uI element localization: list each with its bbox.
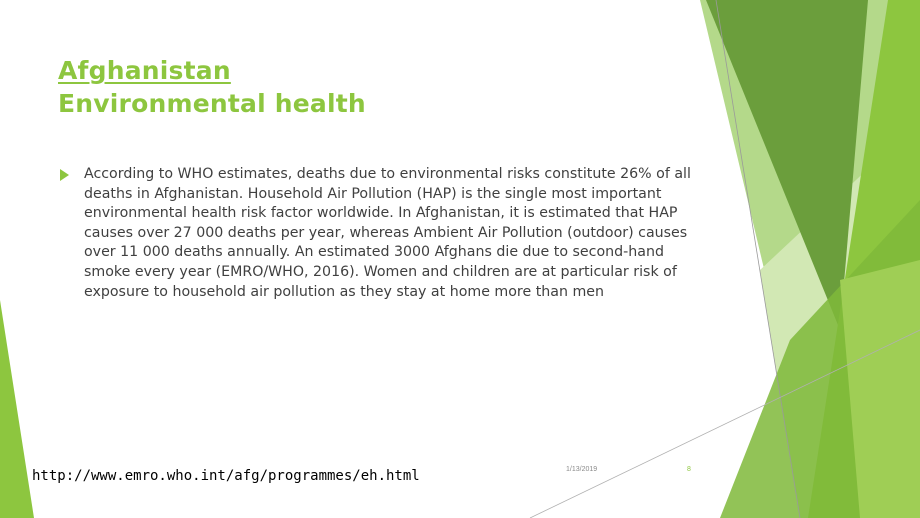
slide-title: [58, 54, 366, 120]
source-url-link[interactable]: http://www.emro.who.int/afg/programmes/eh.html: [32, 468, 420, 484]
left-green-facet: [0, 300, 34, 518]
footer-date: 1/13/2019: [566, 466, 598, 473]
title-topic: Environmental health: [58, 89, 366, 118]
bullet-text: According to WHO estimates, deaths due to environmental risks constitute 26% of all deaths in Afghanistan. Household Air Pollution (HAP) is the single most important environmental health risk factor worldwide. In Afghanistan, it is estimated that HAP causes over 27 000 deaths per year, whereas Ambient Air Pollution (outdoor) causes over 11 000 deaths annually. An estimated 3000 Afghans die due to second-hand smoke every year (EMRO/WHO, 2016). Women and children are at particular risk of exposure to household air pollution as they stay at home more than men: [84, 166, 691, 300]
title-country: Afghanistan: [58, 56, 231, 85]
triangle-bullet-icon: [60, 169, 69, 181]
footer-page-number: 8: [687, 466, 691, 473]
